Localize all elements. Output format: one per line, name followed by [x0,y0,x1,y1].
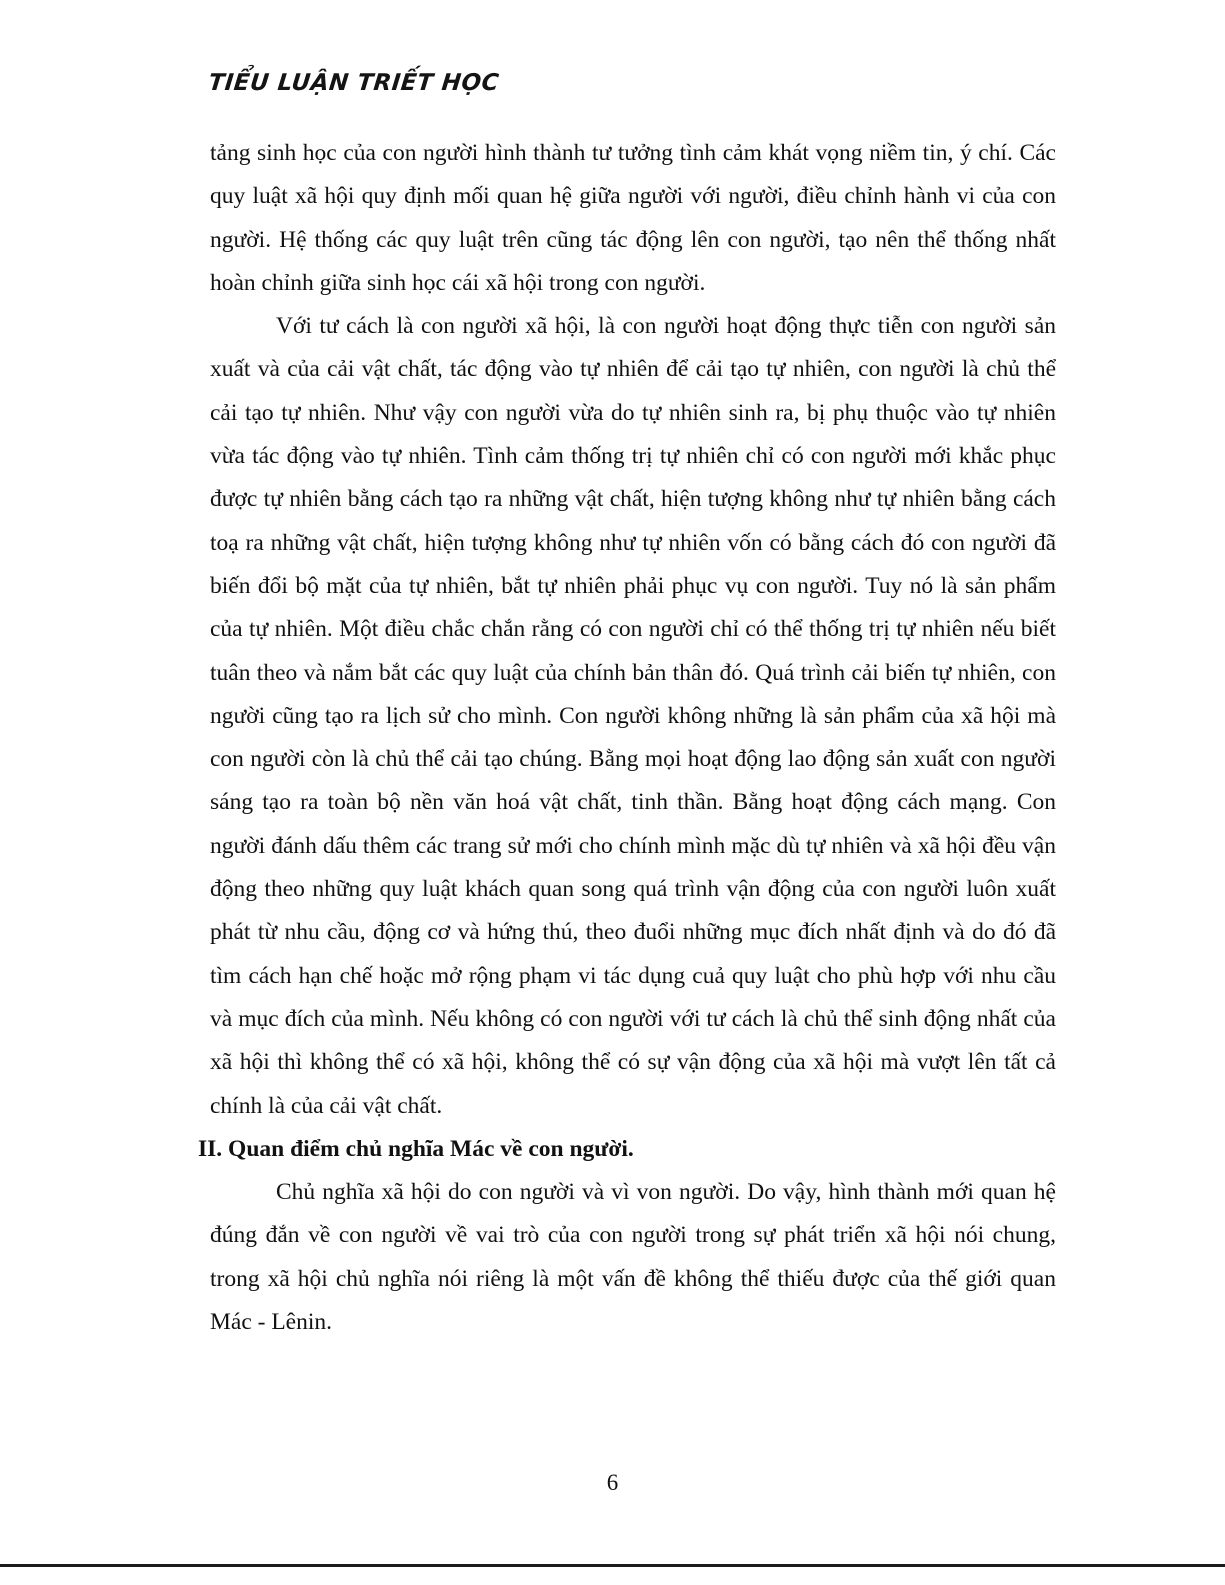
section-heading: II. Quan điểm chủ nghĩa Mác về con người. [198,1135,634,1162]
running-header: TIỂU LUẬN TRIẾT HỌC [207,70,501,96]
page-number: 6 [606,1470,619,1495]
paragraph-marxist-view: Chủ nghĩa xã hội do con người và vì von người. Do vậy, hình thành mới quan hệ đúng đắn về con người về vai trò của con người trong sự phát triển xã hội nói chung, trong xã hội chủ nghĩa nói riêng là một vấn đề không thể thiếu được của thế giới quan Mác - Lênin. [210,1179,1056,1336]
paragraph-social-human: Với tư cách là con người xã hội, là con người hoạt động thực tiễn con người sản xuất và của cải vật chất, tác động vào tự nhiên để cải tạo tự nhiên, con người là chủ thể cải tạo tự nhiên. Như vậy con người vừa do tự nhiên sinh ra, bị phụ thuộc vào tự nhiên vừa tác động vào tự nhiên. Tình cảm thống trị tự nhiên chỉ có con người mới khắc phục được tự nhiên bằng cách tạo ra những vật chất, hiện tượng không như tự nhiên bằng cách toạ ra những vật chất, hiện tượng không như tự nhiên vốn có bằng cách đó con người đã biến đổi bộ mặt của tự nhiên, bắt tự nhiên phải phục vụ con người. Tuy nó là sản phẩm của tự nhiên. Một điều chắc chắn rằng có con người chỉ có thể thống trị tự nhiên nếu biết tuân theo và nắm bắt các quy luật của chính bản thân đó. Quá trình cải biến tự nhiên, con người cũng tạo ra lịch sử cho mình. Con người không những là sản phẩm của xã hội mà con người còn là chủ thể cải tạo chúng. Bằng mọi hoạt động lao động sản xuất con người sáng tạo ra toàn bộ nền văn hoá vật chất, tinh thần. Bằng hoạt động cách mạng. Con người đánh dấu thêm các trang sử mới cho chính mình mặc dù tự nhiên và xã hội đều vận động theo những quy luật khách quan song quá trình vận động của con người luôn xuất phát từ nhu cầu, động cơ và hứng thú, theo đuổi những mục đích nhất định và do đó đã tìm cách hạn chế hoặc mở rộng phạm vi tác dụng cuả quy luật cho phù hợp với nhu cầu và mục đích của mình. Nếu không có con người với tư cách là chủ thể sinh động nhất của xã hội thì không thể có xã hội, không thể có sự vận động của xã hội mà vượt lên tất cả chính là của cải vật chất. [210,313,1056,1119]
bottom-rule [0,1564,1225,1567]
paragraph-continuation: tảng sinh học của con người hình thành tư tưởng tình cảm khát vọng niềm tin, ý chí. Các quy luật xã hội quy định mối quan hệ giữa người với người, điều chỉnh hành vi của con người. Hệ thống các quy luật trên cũng tác động lên con người, tạo nên thể thống nhất hoàn chỉnh giữa sinh học cái xã hội trong con người. [210,140,1056,296]
body-text [198,132,1056,1344]
